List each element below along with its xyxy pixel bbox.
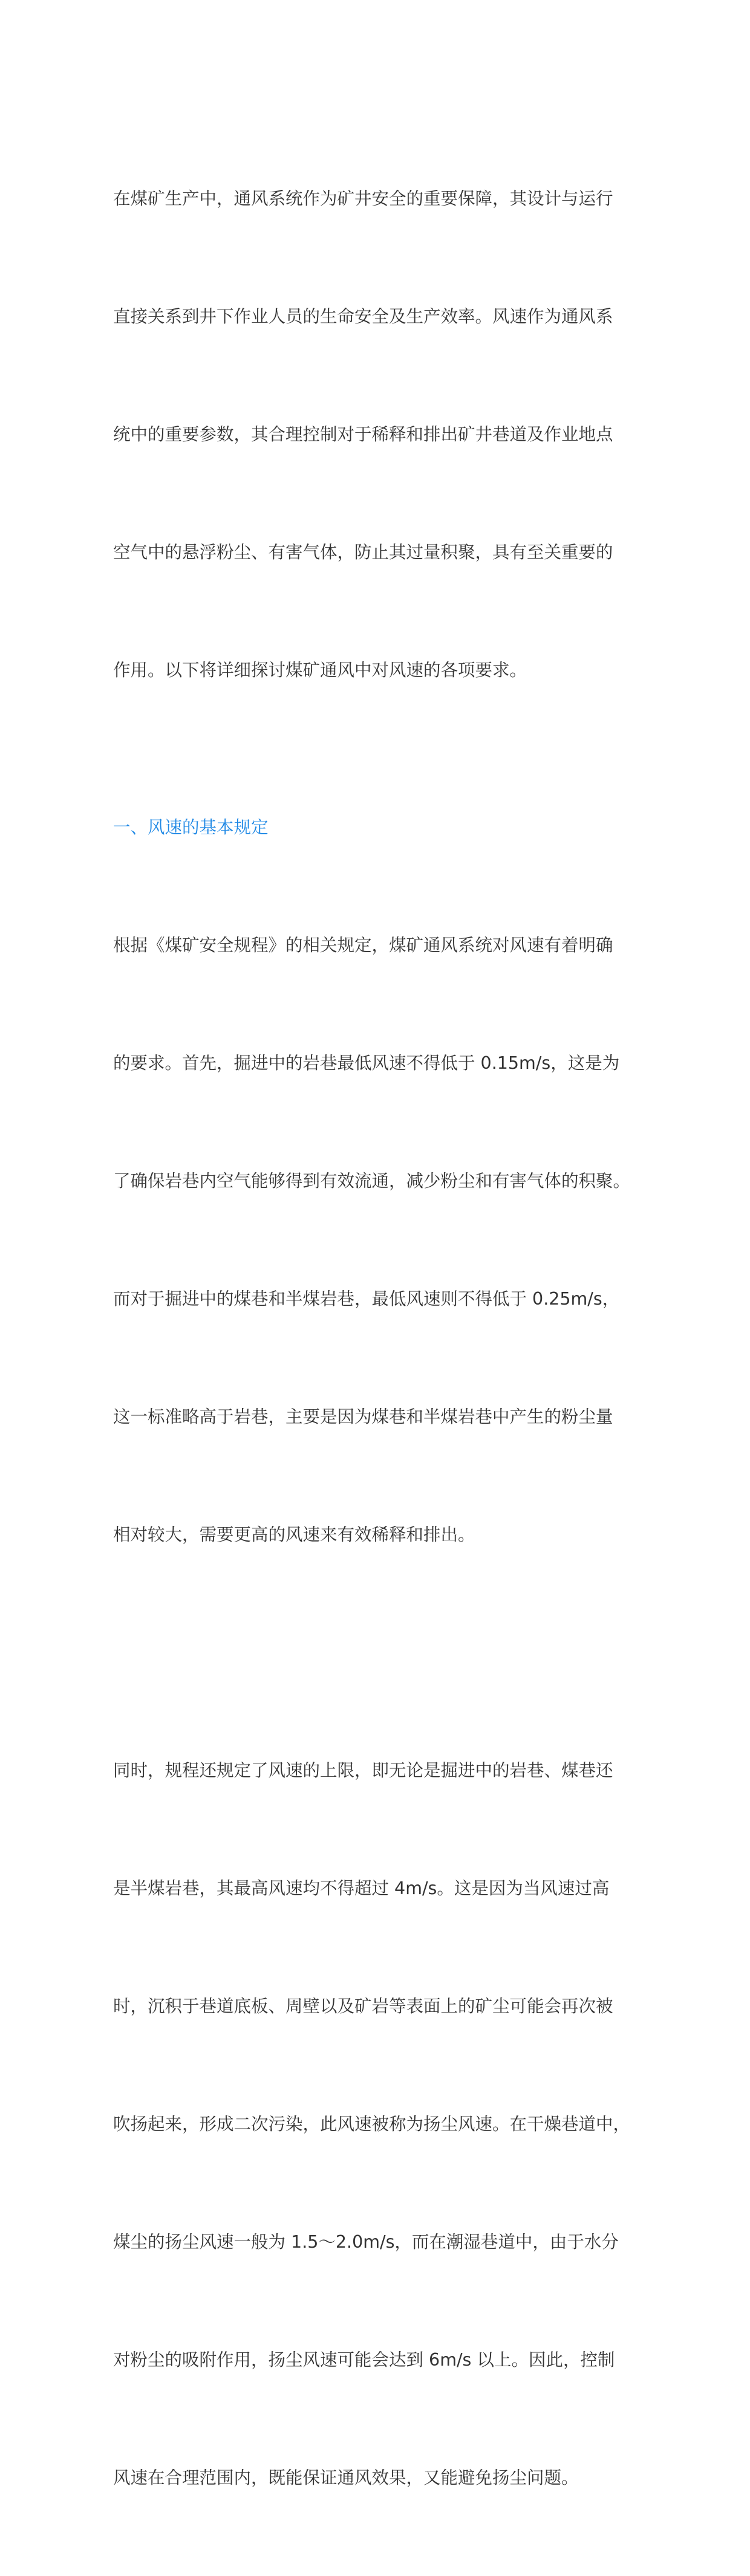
intro-paragraph (113, 100, 657, 768)
document-body (113, 100, 657, 2576)
text-line: 了确保岩巷内空气能够得到有效流通，减少粉尘和有害气体的积聚。 (113, 1171, 631, 1191)
section1-paragraph (113, 847, 657, 1633)
text-line: 这一标准略高于岩巷，主要是因为煤巷和半煤岩巷中产生的粉尘量 (113, 1407, 613, 1427)
text-line: 煤尘的扬尘风速一般为 1.5～2.0m/s，而在潮湿巷道中，由于水分 (113, 2232, 619, 2252)
text-line: 对粉尘的吸附作用，扬尘风速可能会达到 6m/s 以上。因此，控制 (113, 2350, 615, 2370)
paragraph-spacer (113, 768, 657, 808)
text-line: 的要求。首先，掘进中的岩巷最低风速不得低于 0.15m/s，这是为 (113, 1053, 620, 1073)
text-line: 同时，规程还规定了风速的上限，即无论是掘进中的岩巷、煤巷还 (113, 1760, 613, 1780)
text-line: 时，沉积于巷道底板、周壁以及矿岩等表面上的矿尘可能会再次被 (113, 1996, 613, 2016)
text-line: 吹扬起来，形成二次污染，此风速被称为扬尘风速。在干燥巷道中， (113, 2114, 631, 2134)
text-line: 在煤矿生产中，通风系统作为矿井安全的重要保障，其设计与运行 (113, 189, 613, 209)
text-line: 相对较大，需要更高的风速来有效稀释和排出。 (113, 1525, 475, 1545)
section-heading: 一、风速的基本规定 (113, 817, 269, 837)
section2-paragraph (113, 1672, 657, 2576)
text-line: 是半煤岩巷，其最高风速均不得超过 4m/s。这是因为当风速过高 (113, 1878, 610, 1898)
text-line: 根据《煤矿安全规程》的相关规定，煤矿通风系统对风速有着明确 (113, 935, 613, 955)
text-line: 风速在合理范围内，既能保证通风效果，又能避免扬尘问题。 (113, 2468, 579, 2488)
text-line: 而对于掘进中的煤巷和半煤岩巷，最低风速则不得低于 0.25m/s， (113, 1289, 620, 1309)
text-line: 直接关系到井下作业人员的生命安全及生产效率。风速作为通风系 (113, 307, 613, 326)
text-line: 作用。以下将详细探讨煤矿通风中对风速的各项要求。 (113, 660, 527, 680)
text-line: 空气中的悬浮粉尘、有害气体，防止其过量积聚，具有至关重要的 (113, 542, 613, 562)
paragraph-spacer (113, 1633, 657, 1672)
text-line: 统中的重要参数，其合理控制对于稀释和排出矿井巷道及作业地点 (113, 424, 613, 444)
